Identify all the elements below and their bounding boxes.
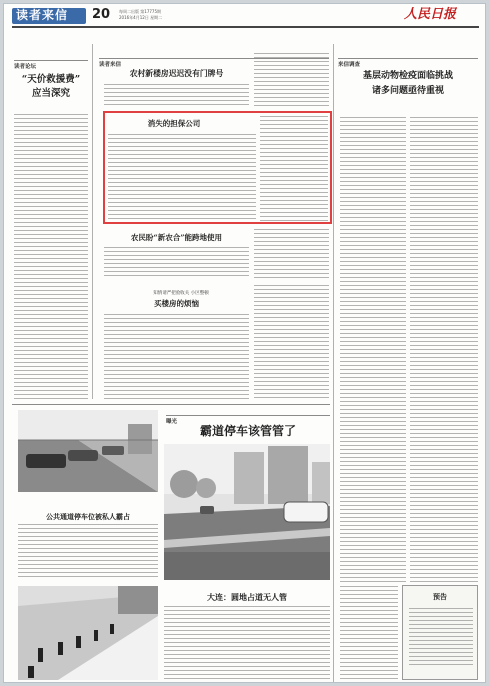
column-rule-1 [92,44,93,399]
middle-article-4-body-right [254,285,329,399]
column-rule-2 [333,44,334,683]
issue-line-2: 2016年4月12日 星期二 [119,15,163,20]
middle-deck-4: 知情请严把验收关 小区整顿 [153,291,209,296]
middle-article-1-body-right [254,53,329,108]
dalian-photo [18,586,158,680]
photo-label-text: 曝光 [166,419,178,425]
issue-line-1: 每周二出版 第17775期 [119,9,161,14]
notice-title: 预告 [433,592,447,601]
middle-article-1-body [104,84,249,108]
masthead-rule [12,26,479,28]
right-title-line-2: 诸多问题亟待重视 [371,86,444,96]
left-title-line-2: 应当深究 [31,88,70,99]
masthead [4,4,486,26]
left-column-label-text: 读者论坛 [14,64,37,70]
page-number: 20 [92,7,111,22]
left-photo-caption: 公共通道停车位被私人霸占 [46,512,130,521]
notice-box [402,585,478,680]
middle-headline-4: 买楼房的烦恼 [154,299,199,308]
left-column-label [14,53,88,70]
left-photo-article-body [18,524,158,579]
middle-article-2-body-right [260,116,328,222]
right-column-label [338,51,478,68]
middle-column-label-text: 读者来信 [99,62,122,68]
middle-article-2-body [108,134,256,222]
middle-article-3-body-right [254,229,329,279]
middle-article-3-body [104,247,249,279]
middle-headline-3: 农民盼“新农合”能跨地使用 [130,233,223,242]
big-title: 霸道停车该管管了 [199,424,296,438]
middle-headline-2: 消失的担保公司 [147,119,201,128]
left-title-line-1: “天价救援费” [21,74,81,85]
big-photo [164,444,330,580]
middle-headline-1: 农村新楼房迟迟没有门牌号 [129,69,224,78]
middle-article-4-body [104,314,249,399]
right-title-line-1: 基层动物检疫面临挑战 [362,71,453,81]
left-photo [18,410,158,492]
notice-body [409,608,473,668]
dalian-title: 大连：圆地占道无人管 [207,592,287,602]
left-article-body [14,114,88,399]
bottom-section-rule [12,404,330,405]
photo-label [166,408,330,425]
section-title: 读者来信 [16,8,69,22]
masthead-logo: 人民日报 [404,7,457,22]
newspaper-page [3,3,486,683]
right-bottom-body [340,586,398,681]
right-article-body-left [340,117,406,582]
dalian-article-body [164,606,330,681]
right-column-label-text: 来信调查 [338,62,361,68]
right-article-body-right [410,117,478,582]
